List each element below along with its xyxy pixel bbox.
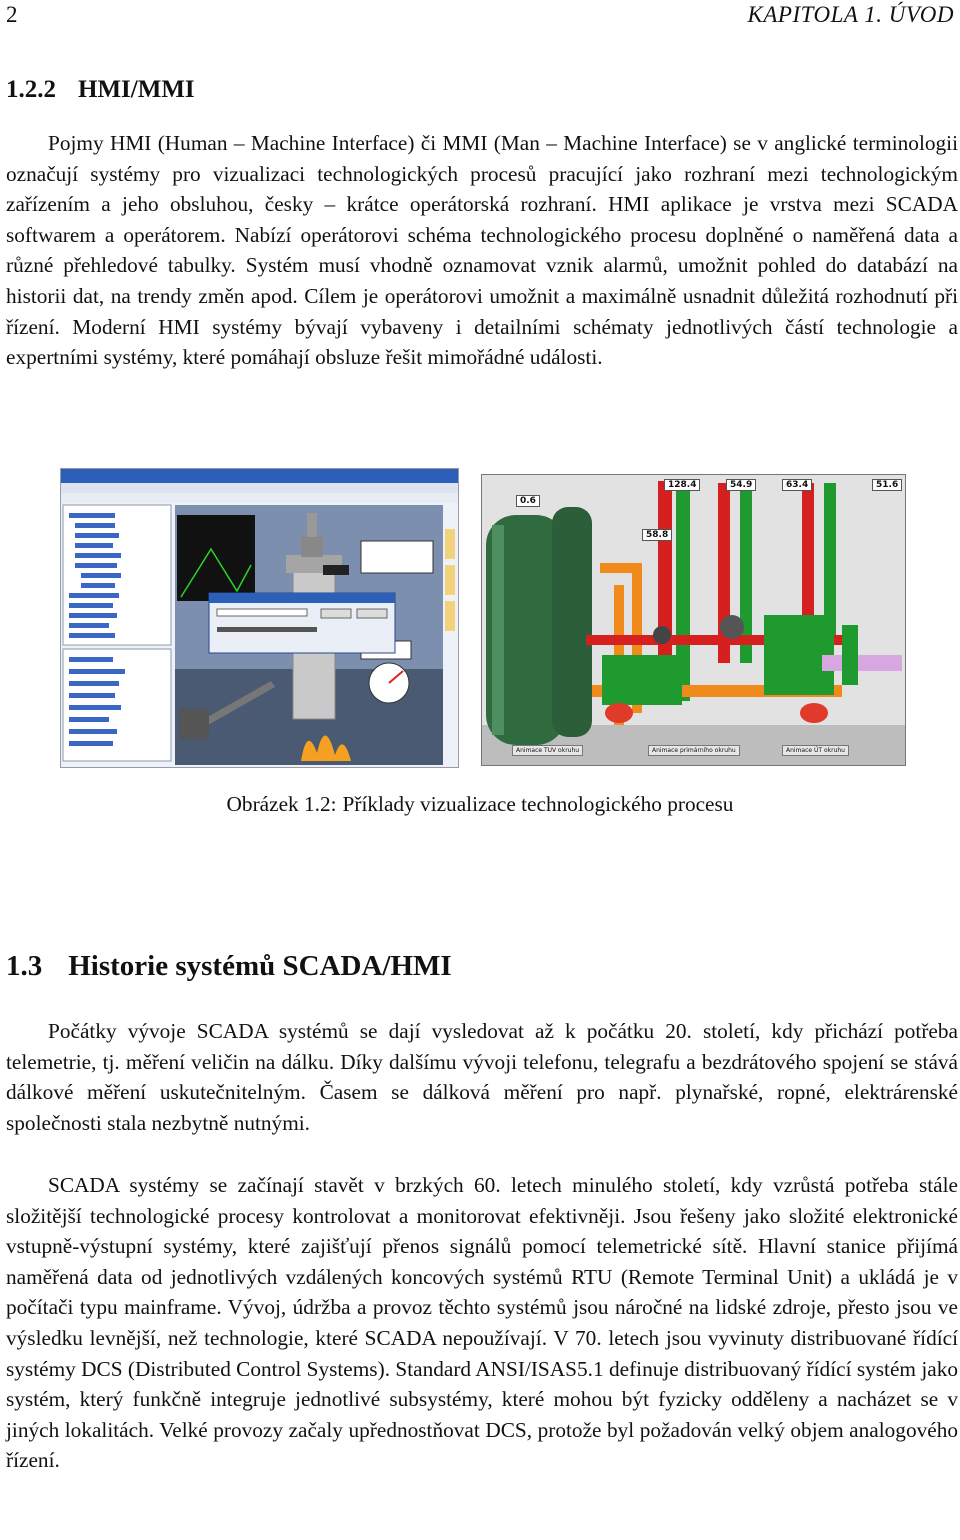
reading-51-6: 51.6: [872, 479, 902, 491]
figure-caption-text: Příklady vizualizace technologického procesu: [342, 792, 734, 816]
section-heading: [6, 950, 452, 983]
subsection-number: 1.2.2: [6, 76, 56, 103]
paragraph-history-telemetry: Počátky vývoje SCADA systémů se dají vysledovat až k počátku 20. století, kdy přichází potřeba telemetrie, tj. měření veličin na dálku. Díky dalšímu vývoji telefonu, telegrafu a bezdrátového spojení se stává dálkové měření uskutečnitelným. Časem se dálková měření pro např. plynařské, ropné, elektrárenské společnosti stala nezbytně nutnými.: [6, 1019, 958, 1135]
subsection-title: HMI/MMI: [78, 76, 195, 103]
hmi-software-screenshot: [60, 468, 459, 768]
boiler-room-illustration: [482, 475, 905, 765]
page-header: [6, 2, 954, 32]
hmi-window-illustration: [61, 469, 458, 767]
paragraph-history-scada: SCADA systémy se začínají stavět v brzkých 60. letech minulého století, kdy vzrůstá potřeba stále složitější technologické procesy kontrolovat a monitorovat efektivněji. Jsou řešeny jako složité elektronické vstupně-výstupní systémy, které zajišťují přenos signálů pomocí telemetrické sítě. Hlavní stanice přijímá naměřená data od jednotlivých vzdálených koncových systémů RTU (Remote Terminal Unit) a ukládá je v počítači typu mainframe. Vývoj, údržba a provoz těchto systémů jsou náročné na lidské zdroje, přesto jsou ve výsledku levnější, než technologie, které SCADA nepoužívají. V 70. letech jsou vyvinuty distribuované řídící systémy DCS (Distributed Control Systems). Standard ANSI/ISAS5.1 definuje distribuovaný řídící systém jako systém, který funkčně integruje jednotlivé subsystémy, které mohou být fyzicky odděleny a nacházet se v jiných lokalitách. Velké provozy začaly upřednostňovat DCS, protože byl požadován velký objem analogového řízení.: [6, 1173, 958, 1473]
figure-label: Obrázek 1.2:: [226, 792, 337, 816]
reading-63-4: 63.4: [782, 479, 812, 491]
reading-128-4: 128.4: [664, 479, 700, 491]
reading-54-9: 54.9: [726, 479, 756, 491]
subsection-heading: [6, 76, 195, 104]
animation-ut-button[interactable]: Animace ÚT okruhu: [782, 745, 849, 756]
reading-0-6: 0.6: [516, 495, 540, 507]
paragraph-hmi: Pojmy HMI (Human – Machine Interface) či MMI (Man – Machine Interface) se v anglické terminologii označují systémy pro vizualizaci technologických procesů pracující jako rozhraní mezi technologickým zařízením a jeho obsluhou, česky – krátce operátorská rozhraní. HMI aplikace je vrstva mezi SCADA softwarem a operátorem. Nabízí operátorovi schéma technologického procesu doplněné o naměřená data a různé přehledové tabulky. Systém musí vhodně oznamovat vznik alarmů, umožnit pohled do databází na historii dat, na trendy změn apod. Cílem je operátorovi umožnit a maximálně usnadnit důležitá rozhodnutí při řízení. Moderní HMI systémy bývají vybaveny i detailními schématy jednotlivých částí technologie a expertními systémy, které pomáhají obsluze řešit mimořádné události.: [6, 131, 958, 370]
chapter-title: KAPITOLA 1. ÚVOD: [747, 2, 954, 27]
section-number: 1.3: [6, 950, 43, 982]
process-visualization-3d: [481, 474, 906, 766]
reading-58-8: 58.8: [642, 529, 672, 541]
page-number: 2: [6, 2, 18, 27]
animation-tuv-button[interactable]: Animace TUV okruhu: [512, 745, 583, 756]
figure-caption: [0, 792, 960, 817]
section-title: Historie systémů SCADA/HMI: [68, 950, 452, 982]
animation-primary-button[interactable]: Animace primárního okruhu: [648, 745, 740, 756]
